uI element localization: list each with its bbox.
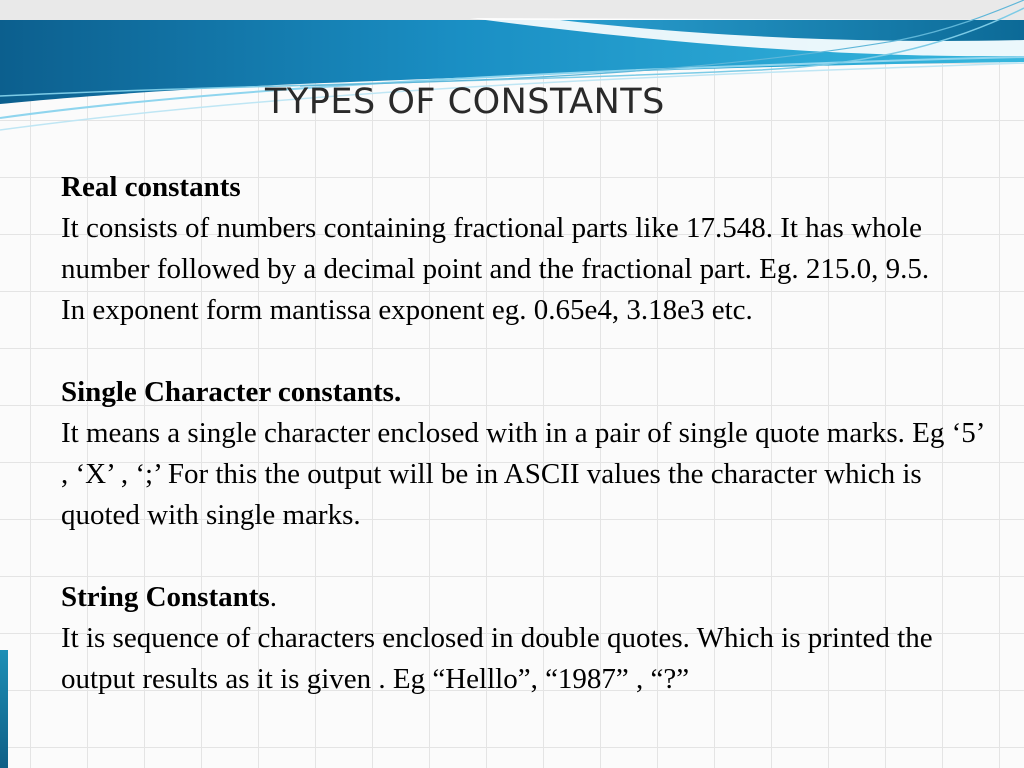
section-paragraph: In exponent form mantissa exponent eg. 0.65e4, 3.18e3 etc. xyxy=(61,294,753,326)
section-single-character-constants xyxy=(61,372,991,536)
left-accent-bar xyxy=(0,650,8,768)
section-string-constants xyxy=(61,577,991,700)
section-paragraph: It consists of numbers containing fractional parts like 17.548. It has whole number followed by a decimal point and the fractional part. Eg. 215.0, 9.5. xyxy=(61,212,930,285)
section-paragraph: It means a single character enclosed with in a pair of single quote marks. Eg ‘5’ , ‘X’ , ‘;’ For this the output will be in ASCII values the character which is quoted with single marks. xyxy=(61,417,984,531)
section-heading: Real constants xyxy=(61,171,241,203)
slide-title: TYPES OF CONSTANTS xyxy=(265,82,665,122)
section-heading: String Constants. xyxy=(61,581,277,613)
section-real-constants xyxy=(61,167,991,331)
section-paragraph: It is sequence of characters enclosed in double quotes. Which is printed the output results as it is given . Eg “Helllo”, “1987” , “?” xyxy=(61,622,933,695)
section-heading: Single Character constants. xyxy=(61,376,402,408)
slide-body xyxy=(61,167,991,741)
